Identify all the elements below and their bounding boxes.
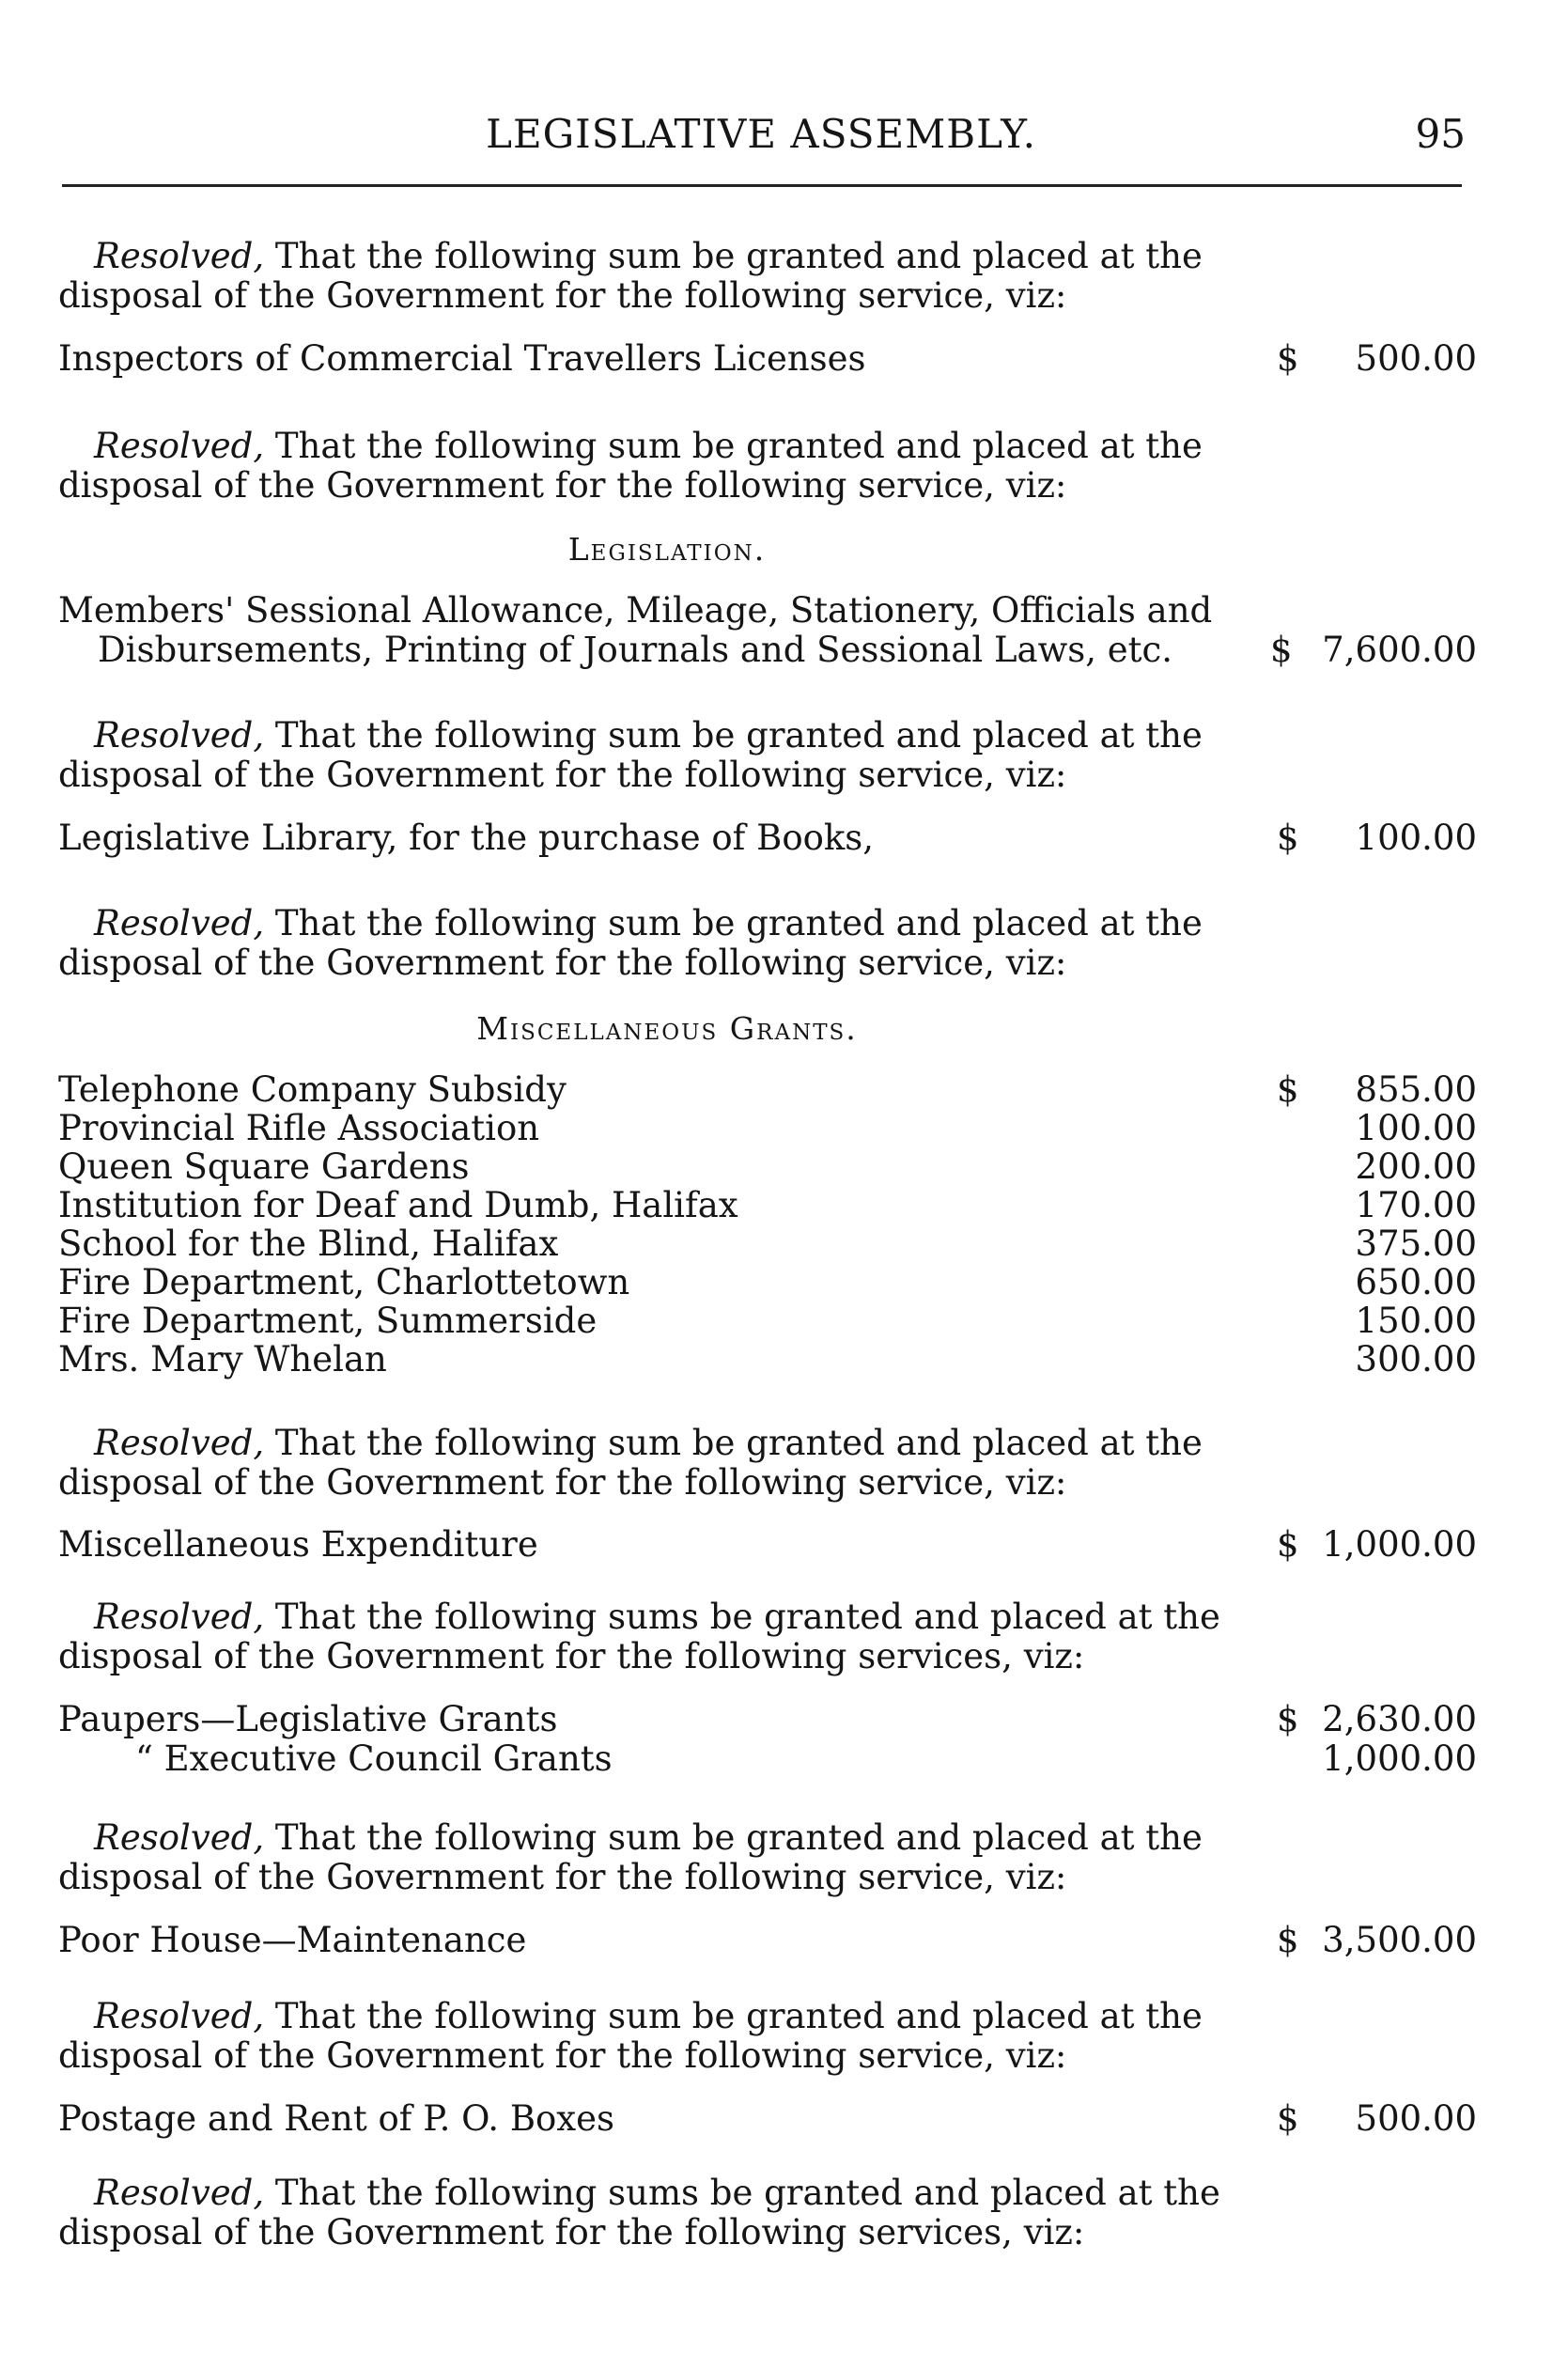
page-header bbox=[56, 111, 1466, 167]
list-item bbox=[58, 1146, 1477, 1185]
item-amount: 1,000.00 bbox=[1322, 1738, 1477, 1779]
item-amount: 3,500.00 bbox=[1322, 1920, 1477, 1960]
resolution-text: disposal of the Government for the following service, viz: bbox=[58, 275, 1067, 316]
resolution-paragraph bbox=[58, 2174, 1477, 2252]
item-amount: 170.00 bbox=[1355, 1185, 1477, 1225]
item-amount: 300.00 bbox=[1355, 1339, 1477, 1379]
resolution-text: That the following sum be granted and placed at the bbox=[274, 426, 1203, 466]
resolution-paragraph bbox=[58, 427, 1477, 506]
list-item bbox=[58, 1301, 1477, 1339]
resolved-word: Resolved, bbox=[94, 1996, 265, 2036]
item-label: Queen Square Gardens bbox=[58, 1146, 470, 1187]
resolved-word: Resolved, bbox=[94, 426, 265, 466]
item-amount: 200.00 bbox=[1355, 1146, 1477, 1187]
item-amount: 650.00 bbox=[1355, 1262, 1477, 1302]
resolution-text: That the following sum be granted and placed at the bbox=[274, 1996, 1203, 2036]
list-item bbox=[58, 1223, 1477, 1262]
item-label: Disbursements, Printing of Journals and Sessional Laws, etc. bbox=[98, 630, 1173, 670]
resolution-text: disposal of the Government for the following services, viz: bbox=[58, 2212, 1085, 2252]
page-title: LEGISLATIVE ASSEMBLY. bbox=[486, 111, 1036, 157]
dollar-sign: $ bbox=[1277, 338, 1299, 379]
resolution-text: That the following sums be granted and placed at the bbox=[274, 2173, 1220, 2213]
item-amount: 375.00 bbox=[1355, 1223, 1477, 1264]
resolution-text: disposal of the Government for the following service, viz: bbox=[58, 943, 1067, 983]
item-amount: 150.00 bbox=[1355, 1301, 1477, 1341]
item-label: Postage and Rent of P. O. Boxes bbox=[58, 2098, 615, 2139]
appropriation-line bbox=[58, 818, 1477, 857]
appropriation-line bbox=[58, 1699, 1477, 1738]
list-item bbox=[58, 1108, 1477, 1146]
dollar-sign: $ bbox=[1277, 1920, 1299, 1960]
item-label: Fire Department, Charlottetown bbox=[58, 1262, 630, 1302]
item-label: School for the Blind, Halifax bbox=[58, 1223, 559, 1264]
page-number: 95 bbox=[1415, 111, 1466, 157]
resolution-text: That the following sum be granted and placed at the bbox=[274, 715, 1203, 756]
dollar-sign: $ bbox=[1270, 630, 1293, 670]
item-label: Members' Sessional Allowance, Mileage, Stationery, Officials and bbox=[58, 590, 1213, 631]
item-label: Mrs. Mary Whelan bbox=[58, 1339, 387, 1379]
dollar-sign: $ bbox=[1277, 2098, 1299, 2139]
appropriation-group bbox=[58, 1699, 1477, 1778]
resolution-text: That the following sum be granted and placed at the bbox=[274, 236, 1203, 276]
resolution-text: That the following sum be granted and placed at the bbox=[274, 1817, 1203, 1858]
section-heading: Miscellaneous Grants. bbox=[476, 1010, 858, 1047]
resolution-paragraph bbox=[58, 716, 1477, 795]
list-item bbox=[58, 1262, 1477, 1301]
resolution-text: That the following sum be granted and placed at the bbox=[274, 903, 1203, 943]
item-amount: 100.00 bbox=[1355, 818, 1477, 858]
resolution-paragraph bbox=[58, 904, 1477, 983]
item-amount: 855.00 bbox=[1355, 1069, 1477, 1110]
resolved-word: Resolved, bbox=[94, 1597, 265, 1637]
item-label: Institution for Deaf and Dumb, Halifax bbox=[58, 1185, 738, 1225]
header-rule bbox=[62, 184, 1462, 187]
resolved-word: Resolved, bbox=[94, 236, 265, 276]
appropriation-line bbox=[58, 1524, 1477, 1564]
section-heading: Legislation. bbox=[567, 531, 767, 568]
item-amount: 7,600.00 bbox=[1322, 630, 1477, 670]
item-label: Fire Department, Summerside bbox=[58, 1301, 598, 1341]
item-label: Poor House—Maintenance bbox=[58, 1920, 527, 1960]
list-item bbox=[58, 1069, 1477, 1108]
list-item bbox=[58, 1185, 1477, 1223]
item-label: Miscellaneous Expenditure bbox=[58, 1524, 538, 1565]
dollar-sign: $ bbox=[1277, 1069, 1299, 1110]
resolution-paragraph bbox=[58, 1818, 1477, 1897]
appropriation-line bbox=[58, 338, 1477, 378]
resolved-word: Resolved, bbox=[94, 715, 265, 756]
list-item bbox=[58, 1339, 1477, 1378]
resolved-word: Resolved, bbox=[94, 903, 265, 943]
resolution-paragraph bbox=[58, 237, 1477, 316]
resolution-paragraph bbox=[58, 1598, 1477, 1676]
item-amount: 1,000.00 bbox=[1322, 1524, 1477, 1565]
item-amount: 500.00 bbox=[1355, 2098, 1477, 2139]
dollar-sign: $ bbox=[1277, 1524, 1299, 1565]
item-amount: 100.00 bbox=[1355, 1108, 1477, 1148]
resolved-word: Resolved, bbox=[94, 1423, 265, 1463]
resolution-text: That the following sums be granted and placed at the bbox=[274, 1597, 1220, 1637]
item-amount: 500.00 bbox=[1355, 338, 1477, 379]
dollar-sign: $ bbox=[1277, 1699, 1299, 1739]
resolution-text: disposal of the Government for the following service, viz: bbox=[58, 2035, 1067, 2076]
item-label: Legislative Library, for the purchase of Books, bbox=[58, 818, 875, 858]
appropriation-line bbox=[58, 1738, 1477, 1778]
resolution-text: disposal of the Government for the following service, viz: bbox=[58, 755, 1067, 795]
resolution-text: disposal of the Government for the following service, viz: bbox=[58, 1462, 1067, 1503]
resolution-text: disposal of the Government for the following services, viz: bbox=[58, 1636, 1085, 1676]
appropriation-line bbox=[58, 590, 1477, 669]
resolution-text: That the following sum be granted and placed at the bbox=[274, 1423, 1203, 1463]
resolution-text: disposal of the Government for the following service, viz: bbox=[58, 1857, 1067, 1897]
item-label: Inspectors of Commercial Travellers Licenses bbox=[58, 338, 866, 379]
item-label: Telephone Company Subsidy bbox=[58, 1069, 567, 1110]
item-label: “ Executive Council Grants bbox=[135, 1738, 613, 1779]
resolution-paragraph bbox=[58, 1424, 1477, 1503]
grants-list bbox=[58, 1069, 1477, 1378]
resolution-text: disposal of the Government for the following service, viz: bbox=[58, 465, 1067, 506]
resolved-word: Resolved, bbox=[94, 1817, 265, 1858]
dollar-sign: $ bbox=[1277, 818, 1299, 858]
resolution-paragraph bbox=[58, 1997, 1477, 2076]
item-amount: 2,630.00 bbox=[1322, 1699, 1477, 1739]
appropriation-line bbox=[58, 1920, 1477, 1959]
resolved-word: Resolved, bbox=[94, 2173, 265, 2213]
appropriation-line bbox=[58, 2098, 1477, 2138]
item-label: Paupers—Legislative Grants bbox=[58, 1699, 558, 1739]
item-label: Provincial Rifle Association bbox=[58, 1108, 540, 1148]
